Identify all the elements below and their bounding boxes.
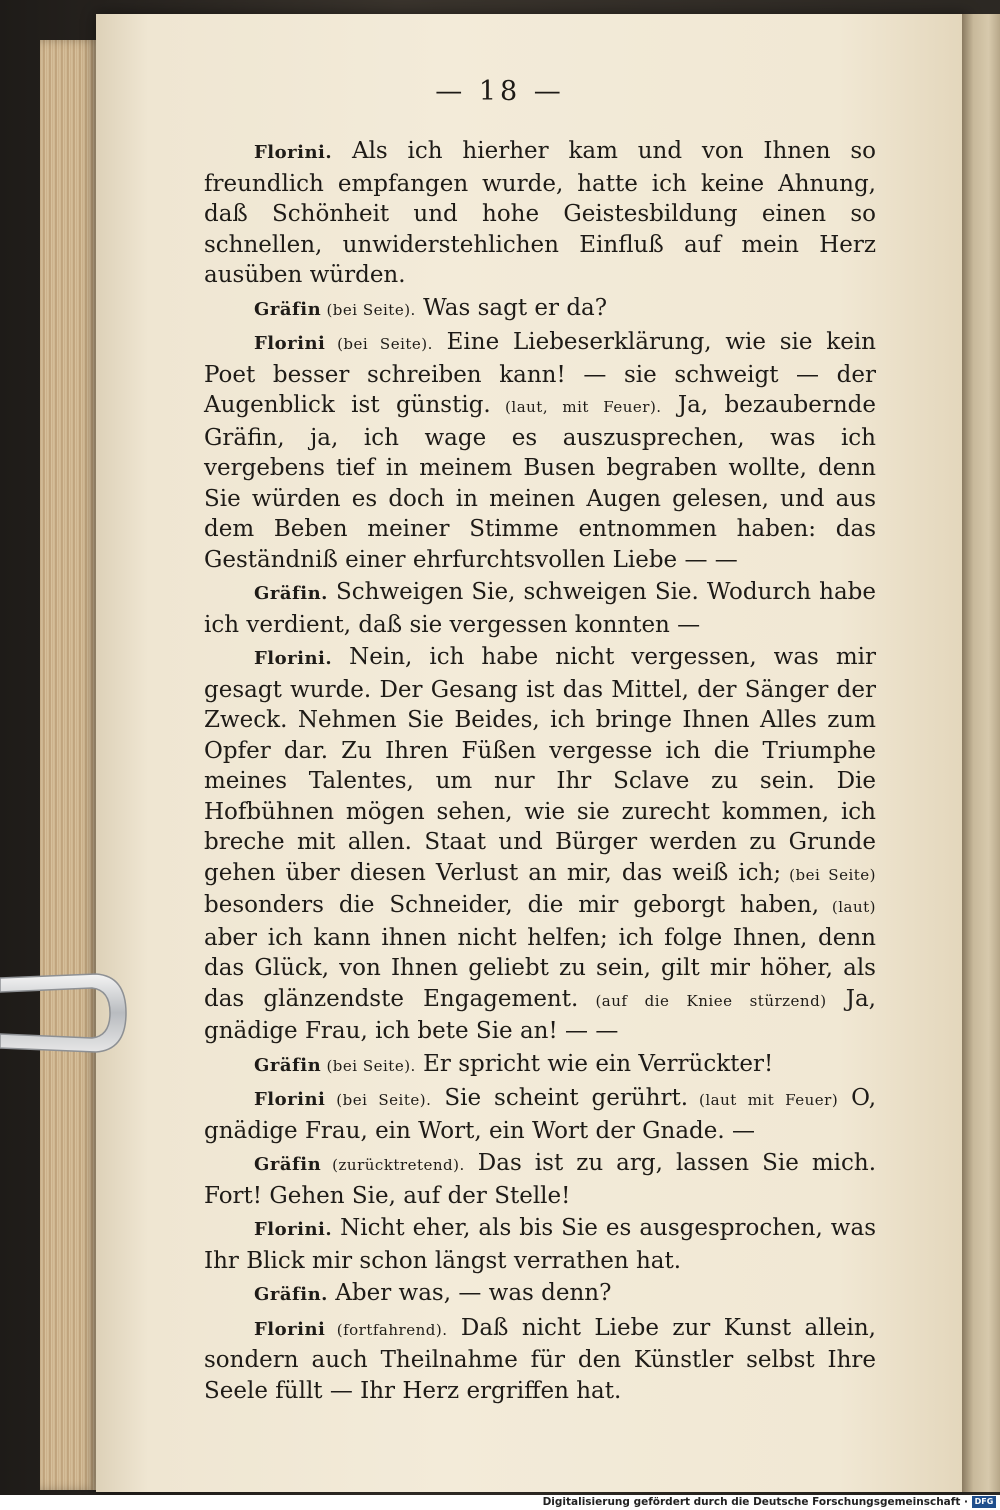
speech-text: Daß nicht Liebe zur Kunst allein, sondern auch Theilnahme für den Künstler selbst Ihre Seele füllt — Ihr Herz ergriffen hat.	[204, 1314, 876, 1404]
stage-direction: (auf die Kniee stürzend)	[578, 991, 827, 1010]
stage-direction: (fortfahrend).	[325, 1320, 448, 1339]
stage-direction: (bei Seite).	[321, 300, 416, 319]
paragraph	[204, 293, 876, 326]
speech-text: Ja, gnädige Frau, ich bete Sie an! — —	[204, 985, 876, 1044]
paragraph	[204, 1213, 876, 1276]
speaker-name: Gräfin.	[254, 1284, 328, 1305]
speech-text: Sie scheint gerührt.	[431, 1085, 689, 1111]
speech-text: Er spricht wie ein Verrückter!	[415, 1050, 774, 1077]
funding-notice: Digitalisierung gefördert durch die Deutsche Forschungsgemeinschaft ·	[542, 1496, 968, 1508]
speaker-name: Florini	[254, 1318, 326, 1340]
stage-direction: (bei Seite)	[781, 865, 876, 884]
speaker-name: Gräfin	[254, 1154, 322, 1175]
book-page-edges	[40, 40, 100, 1490]
stage-direction: (bei Seite).	[321, 1056, 416, 1075]
speech-text: Aber was, — was denn?	[327, 1280, 612, 1306]
stage-direction: (bei Seite).	[325, 335, 433, 353]
stage-direction: (laut)	[819, 898, 876, 916]
speaker-name: Florini.	[254, 1219, 333, 1240]
stage-direction: (bei Seite).	[325, 1091, 432, 1109]
stage-direction: (laut, mit Feuer).	[490, 398, 662, 416]
paragraph	[204, 327, 876, 575]
speaker-name: Florini	[254, 1089, 326, 1110]
speaker-name: Gräfin	[254, 298, 322, 320]
dfg-logo: DFG	[972, 1496, 996, 1508]
paragraph	[204, 1083, 876, 1146]
page-number: — 18 —	[435, 76, 565, 107]
paragraph	[204, 1278, 876, 1311]
speech-text: Schweigen Sie, schweigen Sie. Wodurch habe ich verdient, daß sie vergessen konnten —	[204, 579, 876, 638]
speech-text: Nein, ich habe nicht vergessen, was mir gesagt wurde. Der Gesang ist das Mittel, der Sänger der Zweck. Nehmen Sie Beides, ich bringe Ihnen Alles zum Opfer dar. Zu Ihren Füßen vergesse ich die Triumphe meines Talentes, um nur Ihr Sclave zu sein. Die Hofbühnen mögen sehen, wie sie zurecht kommen, ich breche mit allen. Staat und Bürger werden zu Grunde gehen über diesen Verlust an mir, das weiß ich;	[204, 644, 876, 886]
paragraph	[204, 577, 876, 640]
footer-bar	[0, 1495, 1000, 1510]
speech-text: besonders die Schneider, die mir geborgt haben,	[204, 892, 820, 918]
paragraph	[204, 136, 876, 291]
book-right-edge	[962, 14, 1000, 1492]
speech-text: O, gnädige Frau, ein Wort, ein Wort der Gnade. —	[204, 1085, 876, 1144]
paragraph	[204, 1148, 876, 1211]
speech-text: Das ist zu arg, lassen Sie mich. Fort! Gehen Sie, auf der Stelle!	[204, 1150, 876, 1209]
paper-clip-icon	[0, 968, 132, 1058]
speech-text: Nicht eher, als bis Sie es ausgesprochen, was Ihr Blick mir schon längst verrathen hat.	[204, 1215, 876, 1274]
speech-text: Eine Liebeserklärung, wie sie kein Poet besser schreiben kann! — sie schweigt — der Augenblick ist günstig.	[204, 329, 876, 418]
speech-text: aber ich kann ihnen nicht helfen; ich folge Ihnen, denn das Glück, von Ihnen geliebt zu sein, gilt mir höher, als das glänzendste Engagement.	[204, 924, 876, 1012]
paragraph	[204, 1313, 876, 1407]
speaker-name: Gräfin	[254, 1054, 322, 1076]
stage-direction: (zurücktretend).	[321, 1156, 465, 1174]
speech-text: Was sagt er da?	[415, 294, 608, 321]
paragraph	[204, 642, 876, 1047]
paragraph	[204, 1049, 876, 1082]
page-text	[204, 136, 876, 1408]
speaker-name: Florini.	[254, 648, 333, 669]
speech-text: Als ich hierher kam und von Ihnen so freundlich empfangen wurde, hatte ich keine Ahnung, daß Schönheit und hohe Geistesbildung einen so schnellen, unwiderstehlichen Einfluß auf mein Herz ausüben würden.	[204, 138, 876, 288]
speaker-name: Florini.	[254, 142, 333, 163]
speech-text: Ja, bezaubernde Gräfin, ja, ich wage es auszusprechen, was ich vergebens tief in meinem Busen begraben wollte, denn Sie würden es doch in meinen Augen gelesen, und aus dem Beben meiner Stimme entnommen haben: das Geständniß einer ehrfurchtsvollen Liebe — —	[204, 392, 876, 573]
speaker-name: Gräfin.	[254, 583, 328, 604]
speaker-name: Florini	[254, 333, 326, 354]
stage-direction: (laut mit Feuer)	[688, 1091, 839, 1109]
